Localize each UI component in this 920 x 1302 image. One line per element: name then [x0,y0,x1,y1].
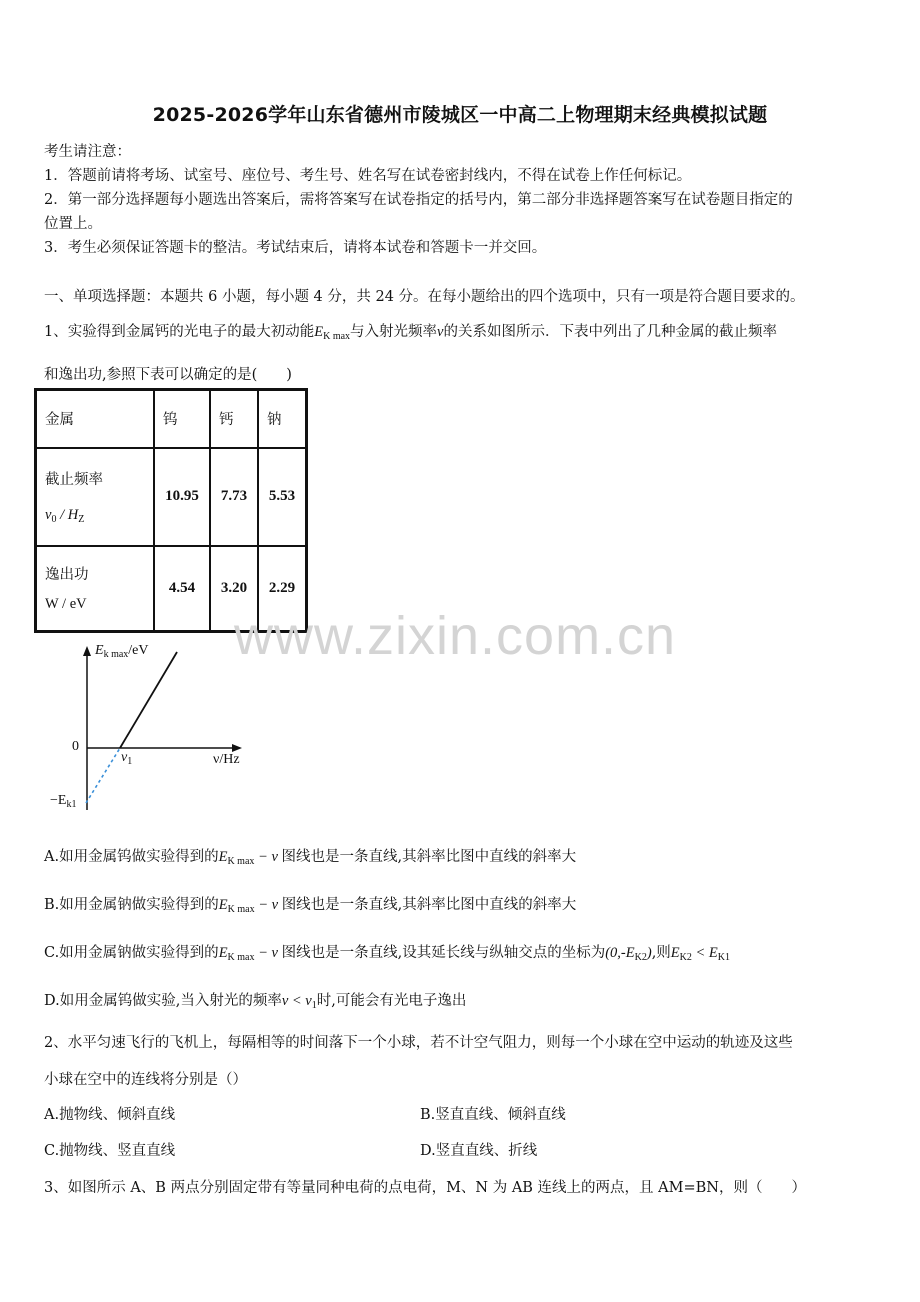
table-header-cell: 钠 [258,390,307,448]
q1-option-c: C.如用金属钠做实验得到的$E_{K max} - \nu$ 图线也是一条直线,设其延长线与纵轴交点的坐标为$(0,-E_{K2})$,则$E_{K2} < E_{K1}$ [44,945,731,963]
table-header-cell: 钨 [154,390,210,448]
table-header-cell: 钙 [210,390,258,448]
q1-stem-a: 1、实验得到金属钙的光电子的最大初动能 [44,324,315,340]
extension-dashed-line [86,748,120,803]
table-cell: 3.20 [210,546,258,632]
q2-option-a: A.抛物线、倾斜直线 [44,1107,176,1123]
notice-heading: 考生请注意： [44,144,131,160]
graph-neg-label: $-E_{k1}$ [50,793,77,810]
watermark: www.zixin.com.cn [234,606,677,666]
q1-option-b: B.如用金属钠做实验得到的$E_{K max} - \nu$ 图线也是一条直线,其斜率比图中直线的斜率大 [44,897,577,915]
table-row-label: 逸出功 W / eV [36,546,155,632]
calcium-line [120,652,177,748]
table-row-label: 截止频率 $\nu_0 / H_Z$ [36,448,155,546]
y-axis-arrow [83,646,91,656]
graph-y-label: $E_{k max}/eV$ [95,643,149,660]
cutoff-unit: $\nu_0 / H_Z$ [45,507,85,525]
notice-item-1: 1．答题前请将考场、试室号、座位号、考生号、姓名写在试卷密封线内，不得在试卷上作任何标记。 [44,168,692,184]
q2-option-d: D.竖直直线、折线 [420,1143,538,1159]
q1-stem-cont: 和逸出功,参照下表可以确定的是( ) [44,367,292,383]
graph-origin-label: 0 [72,739,79,754]
graph-x-label: ν/Hz [213,752,240,767]
table-cell: 2.29 [258,546,307,632]
page-title: 2025-2026学年山东省德州市陵城区一中高二上物理期末经典模拟试题 [152,104,768,126]
q2-option-c: C.抛物线、竖直直线 [44,1143,176,1159]
graph-nu1-label: $\nu_1$ [121,750,133,767]
table-row [36,448,307,546]
q1-option-a: A.如用金属钨做实验得到的$E_{K max} - \nu$ 图线也是一条直线,其斜率比图中直线的斜率大 [44,849,577,867]
x-axis-arrow [232,744,242,752]
q1-stem-c: 的关系如图所示．下表中列出了几种金属的截止频率 [443,324,777,340]
table-cell: 5.53 [258,448,307,546]
q1-nu-symbol: ν [437,324,444,340]
q1-stem-b: 与入射光频率 [350,324,438,340]
table-cell: 7.73 [210,448,258,546]
q1-ek-symbol: $E_{K max}$ [314,324,351,342]
table-cell: 10.95 [154,448,210,546]
metal-table [34,388,308,633]
q1-option-d: D.如用金属钨做实验,当入射光的频率$\nu < \nu_1$时,可能会有光电子逸出 [44,993,467,1011]
notice-item-2: 2．第一部分选择题每小题选出答案后，需将答案写在试卷指定的括号内，第二部分非选择题答案写在试卷题目指定的 [44,192,793,208]
q2-stem: 2、水平匀速飞行的飞机上，每隔相等的时间落下一个小球，若不计空气阻力，则每一个小球在空中运动的轨迹及这些 [44,1035,793,1051]
q3-stem: 3、如图所示 A、B 两点分别固定带有等量同种电荷的点电荷，M、N 为 AB 连线上的两点，且 AM=BN，则（ ） [44,1180,806,1196]
q2-option-b: B.竖直直线、倾斜直线 [420,1107,566,1123]
notice-item-2-cont: 位置上。 [44,216,102,232]
table-header-cell: 金属 [36,390,155,448]
table-row [36,390,307,448]
section-heading: 一、单项选择题：本题共 6 小题，每小题 4 分，共 24 分。在每小题给出的四个选项中，只有一项是符合题目要求的。 [44,289,805,305]
q2-stem-cont: 小球在空中的连线将分别是（） [44,1072,247,1088]
table-cell: 4.54 [154,546,210,632]
work-unit: W / eV [45,596,87,613]
notice-item-3: 3．考生必须保证答题卡的整洁。考试结束后，请将本试卷和答题卡一并交回。 [44,240,547,256]
q1-stem [44,320,777,342]
